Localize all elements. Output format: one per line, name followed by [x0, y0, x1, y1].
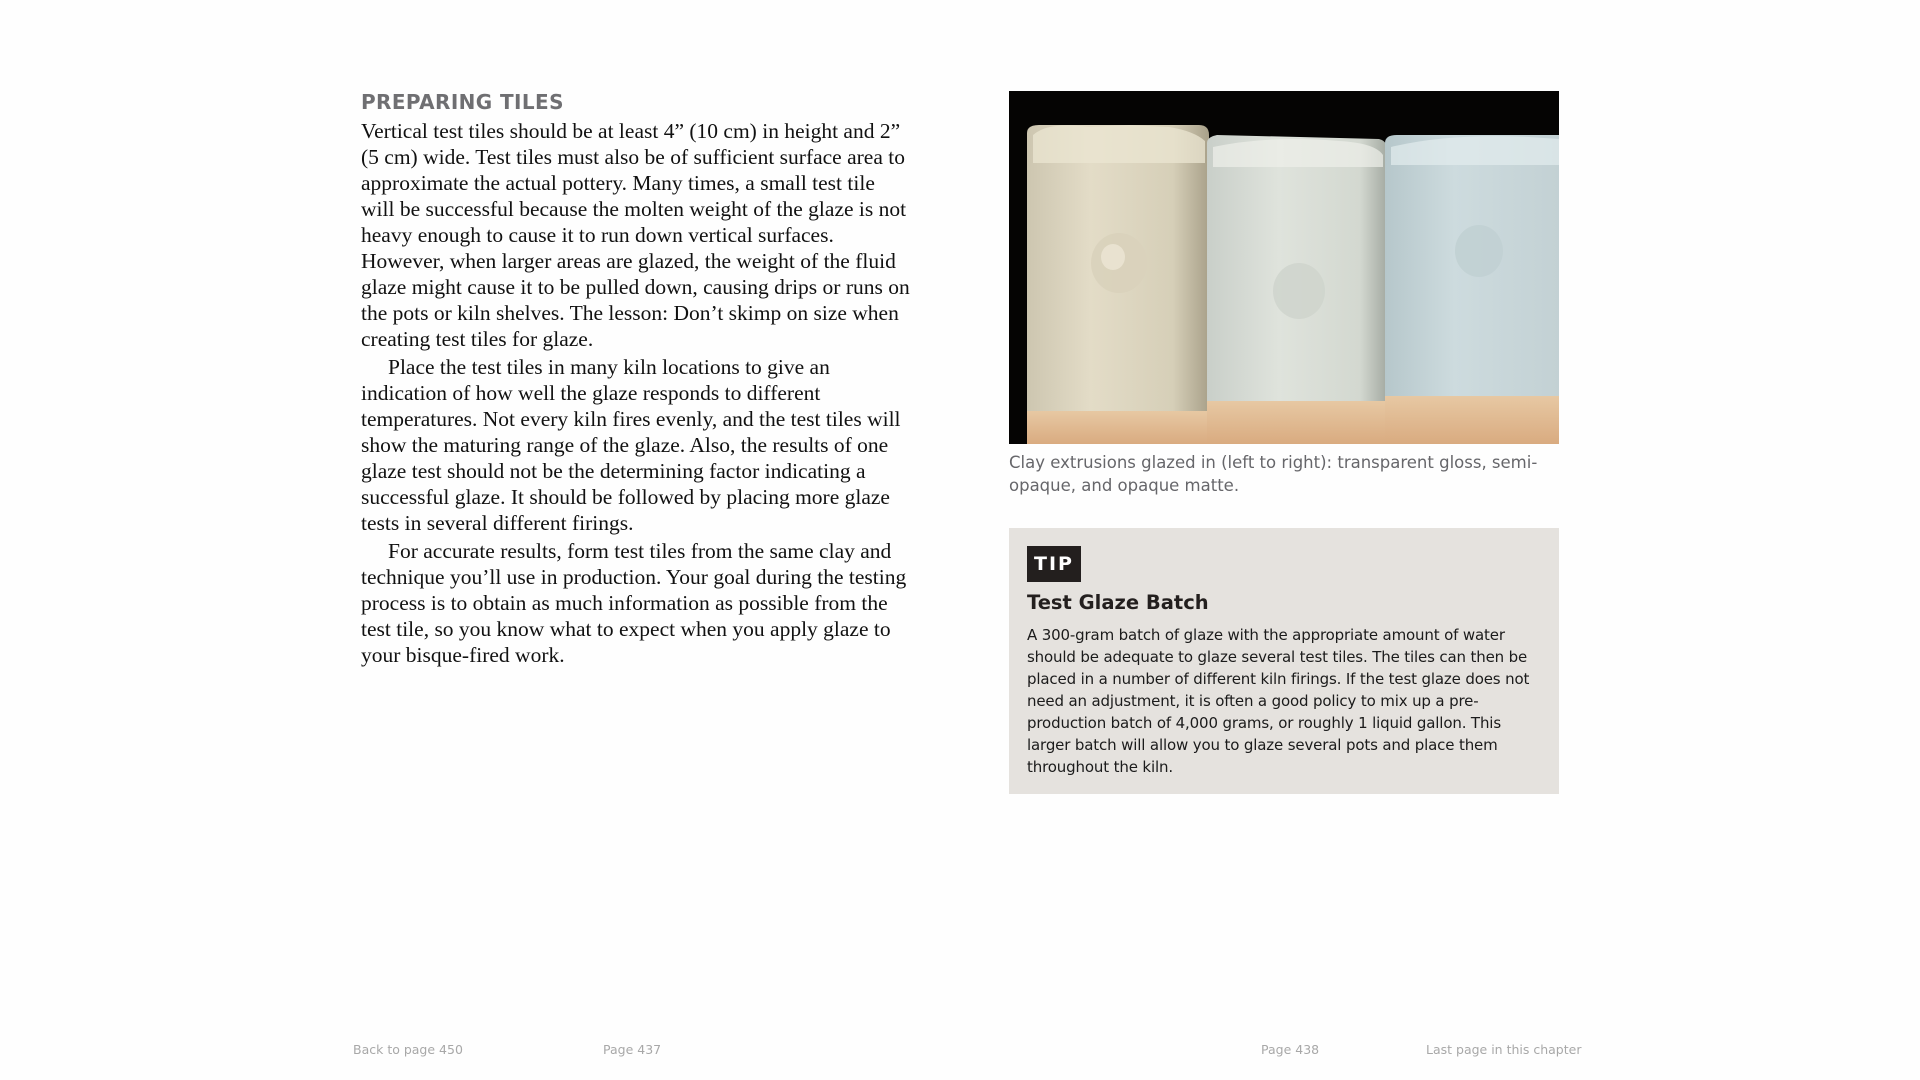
body-paragraph-3: For accurate results, form test tiles from the same clay and technique you’ll use in production. Your goal during the testing process is to obtain as much information as possible from the test tile, so you know what to expect when you apply glaze to your bisque-fired work.	[361, 539, 907, 667]
glaze-test-tiles-image	[1009, 91, 1559, 444]
body-paragraph-1: Vertical test tiles should be at least 4” (10 cm) in height and 2” (5 cm) wide. Test tiles must also be of sufficient surface area to approximate the actual pottery. Many times, a small test tile will be successful because the molten weight of the glaze is not heavy enough to cause it to run down vertical surfaces. However, when larger areas are glazed, the weight of the fluid glaze might cause it to be pulled down, causing drips or runs on the pots or kiln shelves. The lesson: Don’t skimp on size when creating test tiles for glaze.	[361, 119, 910, 351]
tip-title: Test Glaze Batch	[1027, 591, 1209, 614]
section-heading: PREPARING TILES	[361, 90, 564, 114]
tip-box	[1009, 528, 1559, 794]
left-page-number: Page 437	[603, 1042, 662, 1057]
body-paragraph-2: Place the test tiles in many kiln locations to give an indication of how well the glaze responds to different temperatures. Not every kiln fires evenly, and the test tiles will show the maturing range of the glaze. Also, the results of one glaze test should not be the determining factor indicating a successful glaze. It should be followed by placing more glaze tests in several different firings.	[361, 355, 901, 535]
left-column	[361, 88, 913, 670]
last-page-in-chapter-link[interactable]: Last page in this chapter	[1426, 1042, 1582, 1057]
tip-badge: TIP	[1027, 546, 1081, 582]
photo-caption: Clay extrusions glazed in (left to right): transparent gloss, semi-opaque, and opaque matte.	[1009, 453, 1538, 495]
tip-text: A 300-gram batch of glaze with the appropriate amount of water should be adequate to glaze several test tiles. The tiles can then be placed in a number of different kiln firings. If the test glaze does not need an adjustment, it is often a good policy to mix up a pre-production batch of 4,000 grams, or roughly 1 liquid gallon. This larger batch will allow you to glaze several pots and place them throughout the kiln.	[1027, 626, 1530, 776]
glaze-test-tiles-photo	[1009, 91, 1559, 444]
back-to-page-link[interactable]: Back to page 450	[353, 1042, 463, 1057]
right-page-number: Page 438	[1261, 1042, 1320, 1057]
